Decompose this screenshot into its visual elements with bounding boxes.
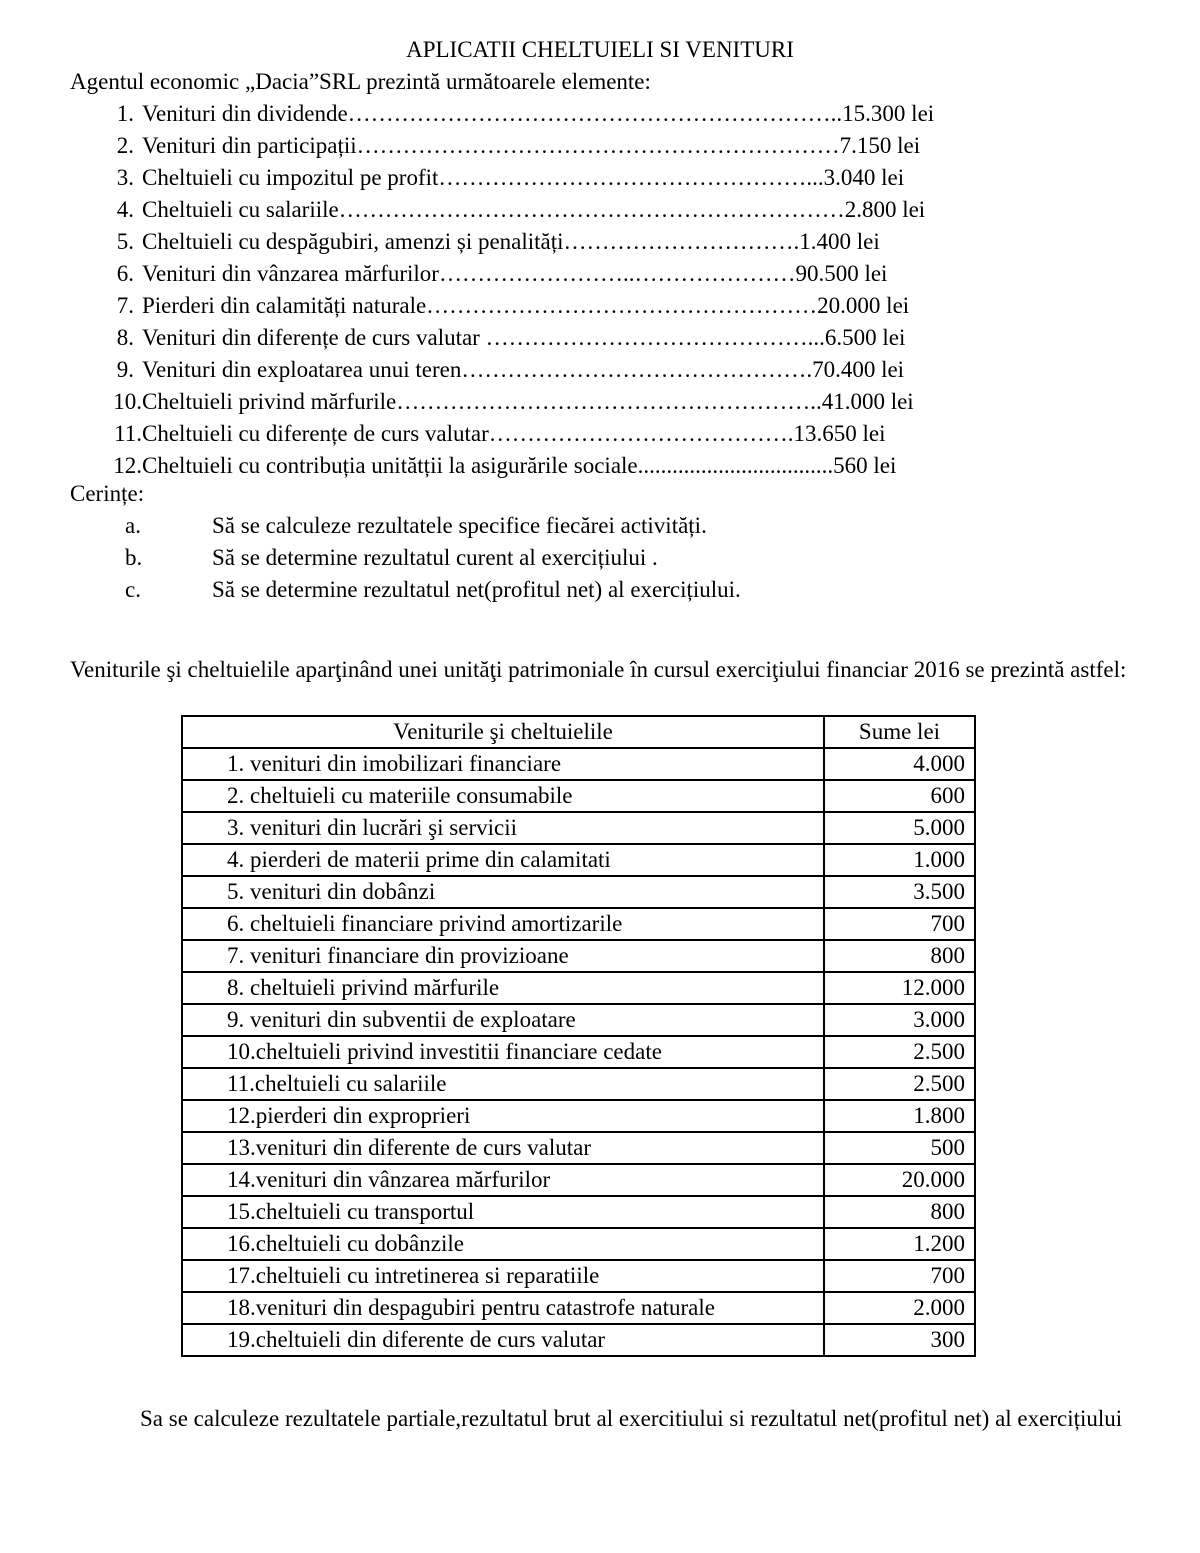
row-description: 5. venituri din dobânzi bbox=[182, 876, 824, 908]
row-amount: 3.000 bbox=[824, 1004, 975, 1036]
row-description: 16.cheltuieli cu dobânzile bbox=[182, 1228, 824, 1260]
item-text: Venituri din participații………………………………………………………7.150 lei bbox=[142, 133, 921, 158]
row-description: 3. venituri din lucrări şi servicii bbox=[182, 812, 824, 844]
row-amount: 2.500 bbox=[824, 1068, 975, 1100]
item-number: 6. bbox=[116, 261, 134, 286]
row-amount: 700 bbox=[824, 1260, 975, 1292]
final-task-text: Sa se calculeze rezultatele partiale,rezultatul brut al exercitiului si rezultatul net(profitul net) al exercițiului bbox=[140, 1406, 1123, 1431]
item-number: 4. bbox=[116, 197, 134, 222]
requirement-text: Să se calculeze rezultatele specifice fiecărei activități. bbox=[212, 513, 707, 538]
row-amount: 800 bbox=[824, 1196, 975, 1228]
row-amount: 500 bbox=[824, 1132, 975, 1164]
table-row bbox=[182, 1260, 975, 1292]
column-header-amount: Sume lei bbox=[824, 716, 975, 748]
intro-text: Agentul economic „Dacia”SRL prezintă următoarele elemente: bbox=[70, 69, 651, 94]
row-amount: 800 bbox=[824, 940, 975, 972]
row-description: 10.cheltuieli privind investitii financiare cedate bbox=[182, 1036, 824, 1068]
requirement-text: Să se determine rezultatul curent al exercițiului . bbox=[212, 545, 658, 570]
table-header-row bbox=[182, 716, 975, 748]
row-description: 12.pierderi din exproprieri bbox=[182, 1100, 824, 1132]
table-row bbox=[182, 780, 975, 812]
row-amount: 5.000 bbox=[824, 812, 975, 844]
item-number: 7. bbox=[116, 293, 134, 318]
item-text: Venituri din vânzarea mărfurilor……………………..…………………90.500 lei bbox=[142, 261, 888, 286]
row-description: 4. pierderi de materii prime din calamitati bbox=[182, 844, 824, 876]
row-description: 18.venituri din despagubiri pentru catastrofe naturale bbox=[182, 1292, 824, 1324]
row-amount: 300 bbox=[824, 1324, 975, 1356]
row-description: 2. cheltuieli cu materiile consumabile bbox=[182, 780, 824, 812]
item-text: Cheltuieli cu impozitul pe profit…………………………………………...3.040 lei bbox=[142, 165, 905, 190]
row-description: 14.venituri din vânzarea mărfurilor bbox=[182, 1164, 824, 1196]
row-description: 1. venituri din imobilizari financiare bbox=[182, 748, 824, 780]
row-amount: 12.000 bbox=[824, 972, 975, 1004]
table-row bbox=[182, 1196, 975, 1228]
row-amount: 1.800 bbox=[824, 1100, 975, 1132]
row-description: 8. cheltuieli privind mărfurile bbox=[182, 972, 824, 1004]
item-number: 1. bbox=[116, 101, 134, 126]
table-row bbox=[182, 1228, 975, 1260]
row-amount: 700 bbox=[824, 908, 975, 940]
row-amount: 20.000 bbox=[824, 1164, 975, 1196]
income-expense-table bbox=[181, 715, 976, 1357]
item-number: 11. bbox=[114, 421, 142, 446]
row-description: 9. venituri din subventii de exploatare bbox=[182, 1004, 824, 1036]
table-row bbox=[182, 1100, 975, 1132]
requirement-item bbox=[0, 542, 1200, 574]
item-number: 5. bbox=[116, 229, 134, 254]
row-description: 19.cheltuieli din diferente de curs valutar bbox=[182, 1324, 824, 1356]
item-number: 3. bbox=[116, 165, 134, 190]
item-text: Venituri din dividende………………………………………………………..15.300 lei bbox=[142, 101, 935, 126]
requirement-text: Să se determine rezultatul net(profitul net) al exercițiului. bbox=[212, 577, 741, 602]
table-row bbox=[182, 1164, 975, 1196]
table-row bbox=[182, 1036, 975, 1068]
table-row bbox=[182, 876, 975, 908]
column-header-description: Veniturile şi cheltuielile bbox=[182, 716, 824, 748]
item-number: 8. bbox=[116, 325, 134, 350]
item-text: Cheltuieli cu salariile…………………………………………………………2.800 lei bbox=[142, 197, 926, 222]
item-number: 2. bbox=[116, 133, 134, 158]
item-number: 9. bbox=[116, 357, 134, 382]
row-amount: 1.000 bbox=[824, 844, 975, 876]
row-amount: 3.500 bbox=[824, 876, 975, 908]
table-row bbox=[182, 1292, 975, 1324]
document-title: APLICATII CHELTUIELI SI VENITURI bbox=[406, 37, 794, 62]
table-row bbox=[182, 940, 975, 972]
item-text: Cheltuieli cu diferențe de curs valutar………………………………….13.650 lei bbox=[142, 421, 886, 446]
item-text: Venituri din diferențe de curs valutar ……………………………………...6.500 lei bbox=[142, 325, 906, 350]
row-description: 7. venituri financiare din provizioane bbox=[182, 940, 824, 972]
row-description: 17.cheltuieli cu intretinerea si reparatiile bbox=[182, 1260, 824, 1292]
item-text: Cheltuieli privind mărfurile………………………………………………..41.000 lei bbox=[142, 389, 914, 414]
item-number: 12. bbox=[113, 453, 142, 478]
table-row bbox=[182, 844, 975, 876]
row-amount: 1.200 bbox=[824, 1228, 975, 1260]
requirements-heading: Cerințe: bbox=[70, 481, 145, 506]
row-amount: 2.000 bbox=[824, 1292, 975, 1324]
item-text: Venituri din exploatarea unui teren……………………………………….70.400 lei bbox=[142, 357, 905, 382]
item-text: Pierderi din calamități naturale……………………………………………20.000 lei bbox=[142, 293, 910, 318]
requirement-letter: b. bbox=[125, 545, 143, 570]
table-row bbox=[182, 812, 975, 844]
row-description: 13.venituri din diferente de curs valutar bbox=[182, 1132, 824, 1164]
item-text: Cheltuieli cu contribuția unitătții la asigurările sociale..................................560 lei bbox=[142, 453, 897, 478]
table-row bbox=[182, 1068, 975, 1100]
row-amount: 2.500 bbox=[824, 1036, 975, 1068]
table-row bbox=[182, 908, 975, 940]
requirement-letter: c. bbox=[125, 577, 141, 602]
item-number: 10. bbox=[113, 389, 142, 414]
table-row bbox=[182, 748, 975, 780]
row-description: 15.cheltuieli cu transportul bbox=[182, 1196, 824, 1228]
table-row bbox=[182, 972, 975, 1004]
row-amount: 600 bbox=[824, 780, 975, 812]
row-description: 6. cheltuieli financiare privind amortizarile bbox=[182, 908, 824, 940]
row-description: 11.cheltuieli cu salariile bbox=[182, 1068, 824, 1100]
requirement-item bbox=[0, 510, 1200, 542]
item-text: Cheltuieli cu despăgubiri, amenzi și penalități………………………….1.400 lei bbox=[142, 229, 880, 254]
row-amount: 4.000 bbox=[824, 748, 975, 780]
requirement-letter: a. bbox=[125, 513, 141, 538]
second-exercise-text: Veniturile şi cheltuielile aparţinând unei unităţi patrimoniale în cursul exerciţiului financiar 2016 se prezintă astfel: bbox=[70, 657, 1127, 682]
table-row bbox=[182, 1004, 975, 1036]
requirement-item bbox=[0, 574, 1200, 606]
table-row bbox=[182, 1324, 975, 1356]
table-row bbox=[182, 1132, 975, 1164]
